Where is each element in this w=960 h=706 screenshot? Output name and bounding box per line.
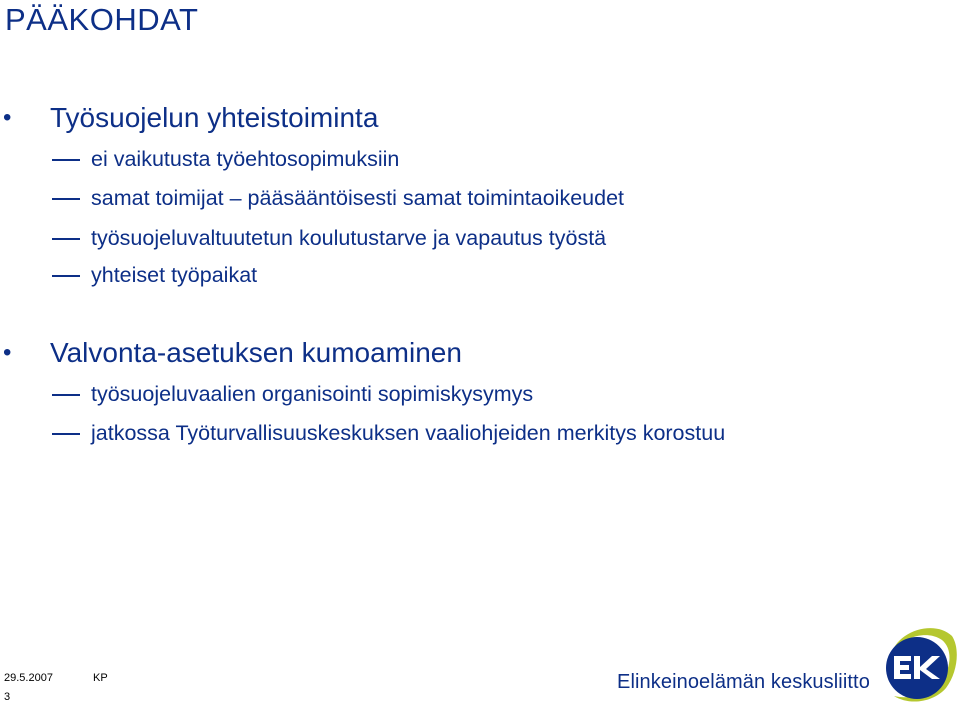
dash-icon — [52, 238, 80, 240]
dash-icon — [52, 433, 80, 435]
sub-item-text: yhteiset työpaikat — [91, 263, 258, 287]
sub-item-text: samat toimijat – pääsääntöisesti samat toimintaoikeudet — [91, 186, 624, 210]
sub-item-text: ei vaikutusta työehtosopimuksiin — [91, 147, 400, 171]
sub-item-text: työsuojeluvaalien organisointi sopimiskysymys — [91, 382, 534, 406]
bullet-icon: • — [3, 339, 12, 366]
footer-date: 29.5.2007 — [4, 672, 53, 684]
bullet-icon: • — [3, 104, 12, 131]
sub-item-text: jatkossa Työturvallisuuskeskuksen vaaliohjeiden merkitys korostuu — [91, 421, 726, 445]
section-heading: Valvonta-asetuksen kumoaminen — [50, 337, 462, 368]
footer-author: KP — [93, 672, 108, 684]
sub-item-text: työsuojeluvaltuutetun koulutustarve ja vapautus työstä — [91, 226, 607, 250]
ek-logo-icon — [880, 622, 958, 706]
slide-title: PÄÄKOHDAT — [5, 2, 199, 37]
dash-icon — [52, 159, 80, 161]
organization-name: Elinkeinoelämän keskusliitto — [617, 671, 870, 693]
page-number: 3 — [4, 691, 11, 703]
dash-icon — [52, 275, 80, 277]
section-heading: Työsuojelun yhteistoiminta — [50, 102, 379, 133]
dash-icon — [52, 394, 80, 396]
dash-icon — [52, 198, 80, 200]
